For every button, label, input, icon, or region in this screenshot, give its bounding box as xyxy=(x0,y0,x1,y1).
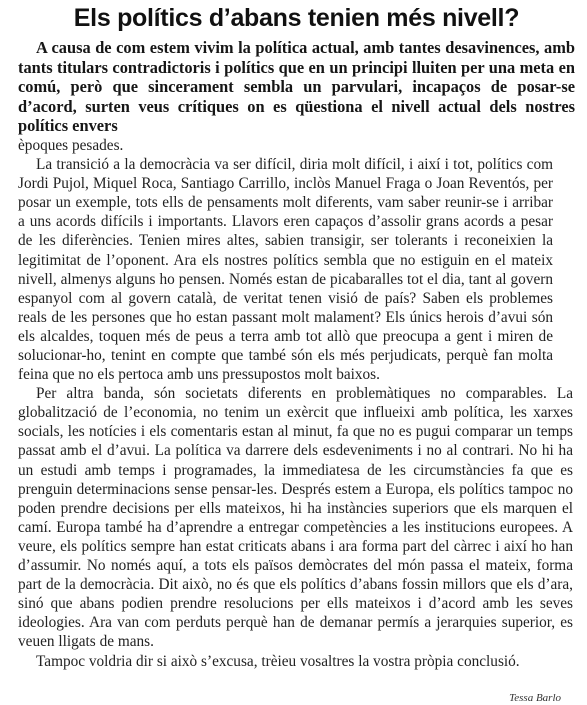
article-body xyxy=(18,136,575,671)
body-paragraph: Per altra banda, són societats diferents en problemàtiques no comparables. La globalització de l’economia, no tenim un exèrcit que influeixi amb política, les xarxes socials, les notícies i els comentaris estan al minut, fa que no es pugui comparar un temps passat amb el d’avui. La política va darrere dels esdeveniments i no al contrari. No hi ha un estudi amb temps i programades, la immediatesa de les circumstàncies fa que es prenguin determinacions sense pensar-les. Després estem a Europa, els polítics tampoc no poden prendre decisions per ells mateixos, hi ha instàncies superiors que els marquen el camí. Europa també ha d’aprendre a entregar competències a les institucions europees. A veure, els polítics sempre han estat criticats abans i ara forma part del càrrec i així ho han d’assumir. No només aquí, a tots els països demòcrates del món passa el mateix, forma part de la democràcia. Dit això, no és que els polítics d’abans fossin millors que els d’ara, sinó que abans podien prendre resolucions per ells mateixos i d’acord amb les seves ideologies. Ara van com perduts perquè han de demanar permís a jerarquies superior, es veuen lligats de mans. xyxy=(18,385,573,651)
article-title: Els polítics d’abans tenien més nivell? xyxy=(73,4,520,32)
body-paragraph: Tampoc voldria dir si això s’excusa, trèieu vosaltres la vostra pròpia conclusió. xyxy=(36,652,520,670)
article-intro: A causa de com estem vivim la política actual, amb tantes desavinences, amb tants titulars contradictoris i polítics que en un principi lluiten per una meta en comú, però que sincerament sembla un parvulari, incapaços de posar-se d’acord, surten veus crítiques on es qüestiona el nivell actual dels nostres polítics envers xyxy=(18,38,575,136)
author-signature: Tessa Barlo xyxy=(509,692,561,704)
intro-continuation: èpoques pesades. xyxy=(18,136,124,154)
body-paragraph: La transició a la democràcia va ser difícil, diria molt difícil, i així i tot, polítics com Jordi Pujol, Miquel Roca, Santiago Carrillo, inclòs Manuel Fraga o Joan Reventós, per posar un exemple, tots ells de pensaments molt diferents, vam saber reunir-se i arribar a uns acords difícils i importants. Llavors eren capaços d’assolir grans acords a pesar de les diferències. Tenien mires altes, sabien transigir, ser tolerants i reconeixien la legitimitat de l’oponent. Ara els nostres polítics sembla que no estiguin en el mateix nivell, almenys alguns ho pensen. Només estan de picabaralles tot el dia, tant al govern espanyol com al govern català, de veritat tenen visió de país? Saben els problemes reals de les persones que ho estan passant molt malament? Els únics herois d’avui són els alcaldes, toquen més de peus a terra amb tot allò que preocupa a gent i miren de solucionar-ho, tenint en compte que també són els més perjudicats, perquè fan molta feina que no els pertoca amb uns pressupostos molt baixos. xyxy=(18,156,553,384)
